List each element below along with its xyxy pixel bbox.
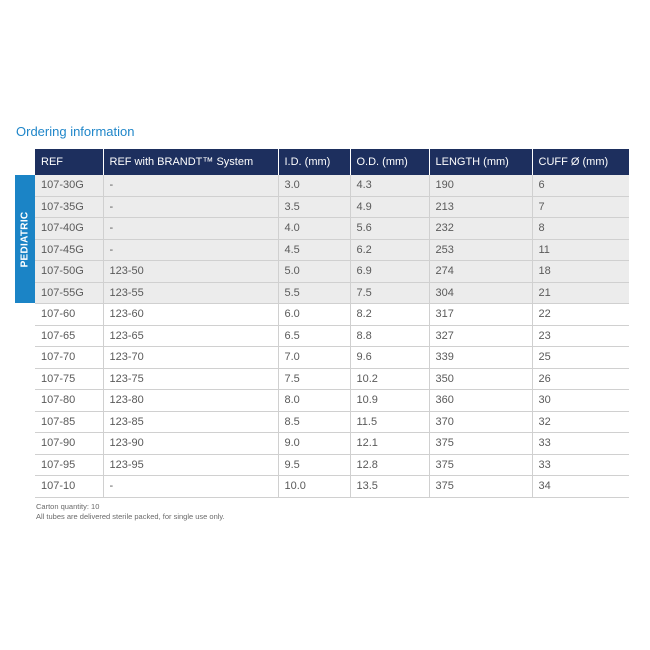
column-header-length: LENGTH (mm) [429,149,532,175]
table-row [35,304,629,326]
length-cell: 350 [429,368,532,390]
table-row [35,411,629,433]
cuff-diameter-cell: 32 [532,411,629,433]
ref-cell: 107-55G [35,282,103,304]
brandt-ref-cell: 123-85 [103,411,278,433]
brandt-ref-cell: 123-90 [103,433,278,455]
ref-cell: 107-95 [35,454,103,476]
inner-diameter-cell: 9.0 [278,433,350,455]
length-cell: 375 [429,454,532,476]
length-cell: 317 [429,304,532,326]
brandt-ref-cell: - [103,239,278,261]
table-row [35,239,629,261]
ref-cell: 107-65 [35,325,103,347]
column-header-ref: REF [35,149,103,175]
cuff-diameter-cell: 30 [532,390,629,412]
ref-cell: 107-10 [35,476,103,498]
outer-diameter-cell: 11.5 [350,411,429,433]
column-header-od: O.D. (mm) [350,149,429,175]
inner-diameter-cell: 9.5 [278,454,350,476]
brandt-ref-cell: - [103,218,278,240]
ref-cell: 107-75 [35,368,103,390]
table-row [35,390,629,412]
outer-diameter-cell: 7.5 [350,282,429,304]
table-row [35,218,629,240]
outer-diameter-cell: 4.9 [350,196,429,218]
cuff-diameter-cell: 33 [532,433,629,455]
cuff-diameter-cell: 18 [532,261,629,283]
cuff-diameter-cell: 11 [532,239,629,261]
length-cell: 232 [429,218,532,240]
outer-diameter-cell: 6.2 [350,239,429,261]
inner-diameter-cell: 6.0 [278,304,350,326]
outer-diameter-cell: 10.9 [350,390,429,412]
brandt-ref-cell: 123-80 [103,390,278,412]
length-cell: 370 [429,411,532,433]
cuff-diameter-cell: 6 [532,175,629,196]
inner-diameter-cell: 8.5 [278,411,350,433]
brandt-ref-cell: - [103,476,278,498]
ref-cell: 107-45G [35,239,103,261]
outer-diameter-cell: 12.8 [350,454,429,476]
table-row [35,476,629,498]
table-row [35,325,629,347]
outer-diameter-cell: 8.2 [350,304,429,326]
cuff-diameter-cell: 34 [532,476,629,498]
cuff-diameter-cell: 25 [532,347,629,369]
inner-diameter-cell: 6.5 [278,325,350,347]
column-header-cuff: CUFF Ø (mm) [532,149,629,175]
length-cell: 339 [429,347,532,369]
cuff-diameter-cell: 33 [532,454,629,476]
cuff-diameter-cell: 21 [532,282,629,304]
inner-diameter-cell: 5.0 [278,261,350,283]
length-cell: 190 [429,175,532,196]
inner-diameter-cell: 4.0 [278,218,350,240]
length-cell: 253 [429,239,532,261]
table-row [35,282,629,304]
table-row [35,454,629,476]
table-body [35,175,629,497]
ref-cell: 107-60 [35,304,103,326]
table-row [35,196,629,218]
column-header-brandt: REF with BRANDT™ System [103,149,278,175]
carton-quantity-note: Carton quantity: 10 [36,502,100,511]
length-cell: 274 [429,261,532,283]
brandt-ref-cell: 123-75 [103,368,278,390]
length-cell: 375 [429,476,532,498]
outer-diameter-cell: 5.6 [350,218,429,240]
cuff-diameter-cell: 26 [532,368,629,390]
table-header-row [35,149,629,175]
inner-diameter-cell: 4.5 [278,239,350,261]
length-cell: 304 [429,282,532,304]
inner-diameter-cell: 7.0 [278,347,350,369]
cuff-diameter-cell: 22 [532,304,629,326]
table-row [35,433,629,455]
ref-cell: 107-80 [35,390,103,412]
ref-cell: 107-50G [35,261,103,283]
table-row [35,261,629,283]
table-row [35,347,629,369]
table-row [35,175,629,196]
brandt-ref-cell: 123-95 [103,454,278,476]
ordering-table [35,149,629,498]
brandt-ref-cell: 123-60 [103,304,278,326]
ref-cell: 107-40G [35,218,103,240]
column-header-id: I.D. (mm) [278,149,350,175]
footnotes [36,502,225,522]
ref-cell: 107-35G [35,196,103,218]
outer-diameter-cell: 10.2 [350,368,429,390]
pediatric-label-text: PEDIATRIC [19,211,31,267]
table-row [35,368,629,390]
ref-cell: 107-30G [35,175,103,196]
brandt-ref-cell: - [103,175,278,196]
outer-diameter-cell: 4.3 [350,175,429,196]
outer-diameter-cell: 13.5 [350,476,429,498]
cuff-diameter-cell: 7 [532,196,629,218]
inner-diameter-cell: 10.0 [278,476,350,498]
length-cell: 213 [429,196,532,218]
brandt-ref-cell: 123-55 [103,282,278,304]
outer-diameter-cell: 12.1 [350,433,429,455]
inner-diameter-cell: 3.0 [278,175,350,196]
brandt-ref-cell: 123-70 [103,347,278,369]
inner-diameter-cell: 8.0 [278,390,350,412]
inner-diameter-cell: 7.5 [278,368,350,390]
outer-diameter-cell: 6.9 [350,261,429,283]
length-cell: 375 [429,433,532,455]
brandt-ref-cell: 123-65 [103,325,278,347]
length-cell: 360 [429,390,532,412]
cuff-diameter-cell: 23 [532,325,629,347]
brandt-ref-cell: - [103,196,278,218]
outer-diameter-cell: 9.6 [350,347,429,369]
pediatric-side-label [15,175,35,303]
outer-diameter-cell: 8.8 [350,325,429,347]
brandt-ref-cell: 123-50 [103,261,278,283]
length-cell: 327 [429,325,532,347]
section-title: Ordering information [16,124,135,139]
ref-cell: 107-70 [35,347,103,369]
ref-cell: 107-85 [35,411,103,433]
inner-diameter-cell: 5.5 [278,282,350,304]
cuff-diameter-cell: 8 [532,218,629,240]
sterile-note: All tubes are delivered sterile packed, for single use only. [36,512,225,521]
inner-diameter-cell: 3.5 [278,196,350,218]
ref-cell: 107-90 [35,433,103,455]
